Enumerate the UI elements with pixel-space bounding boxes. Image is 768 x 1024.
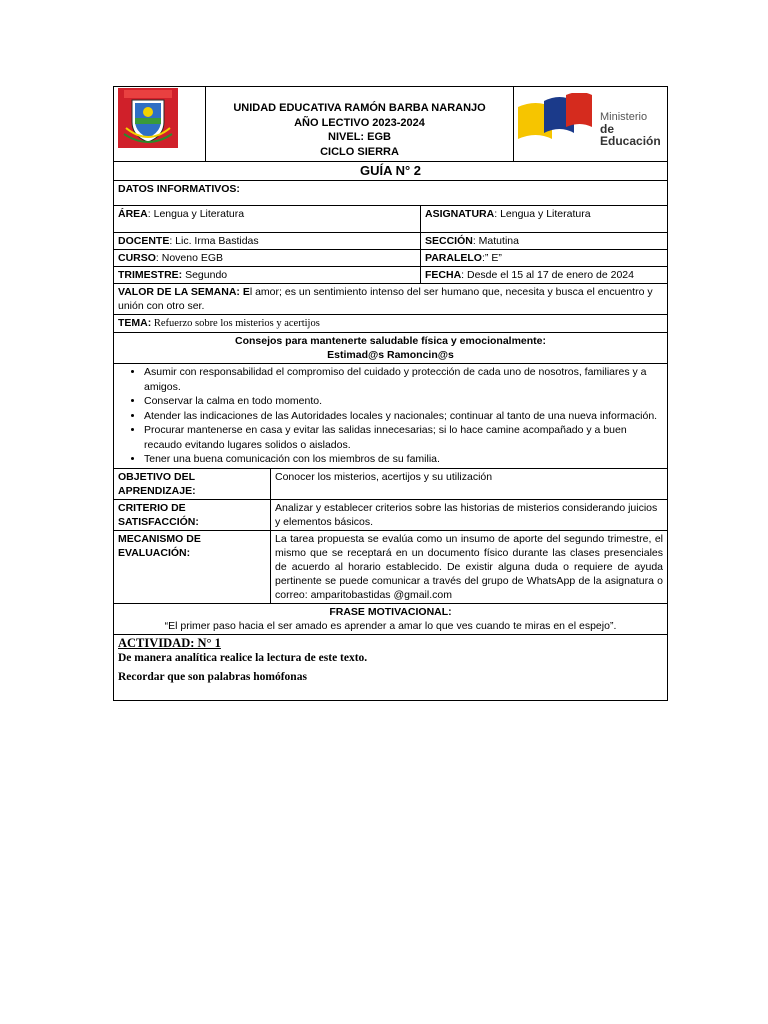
- school-cycle: CICLO SIERRA: [320, 145, 399, 158]
- advice-item: • Asumir con responsabilidad el compromiso del cuidado y protección de cada uno de nosotros, familiares y a amigos.: [144, 365, 663, 394]
- motivation-quote: “El primer paso hacia el ser amado es aprender a amar lo que ves cuando te miras en el espejo”.: [164, 619, 617, 632]
- school-year: AÑO LECTIVO 2023-2024: [294, 116, 425, 129]
- mechanism-label: MECANISMO DE EVALUACIÓN:: [114, 530, 271, 603]
- guide-title: GUÍA N° 2: [114, 162, 668, 181]
- criterion-text: Analizar y establecer criterios sobre las historias de misterios considerando juicios y elementos básicos.: [271, 499, 668, 530]
- activity-cell: [114, 634, 668, 700]
- advice-title: Consejos para mantenerte saludable física y emocionalmente:: [234, 335, 547, 347]
- guide-document: [113, 86, 667, 701]
- ministry-logo-cell: [514, 87, 668, 162]
- school-crest-icon: [118, 88, 178, 148]
- objective-text: Conocer los misterios, acertijos y su utilización: [271, 468, 668, 499]
- advice-item: • Procurar mantenerse en casa y evitar las salidas innecesarias; si lo hace camine acompañado y a buen recaudo evitando lugares solidos o aislados.: [144, 423, 663, 452]
- ministry-line2: de Educación: [600, 122, 661, 148]
- area-cell: ÁREA: Lengua y Literatura: [114, 206, 421, 233]
- activity-line1: De manera analítica realice la lectura de este texto.: [118, 651, 368, 664]
- school-header-cell: [206, 87, 514, 162]
- school-crest-cell: [114, 87, 206, 162]
- motivation-cell: [114, 603, 668, 634]
- subject-cell: ASIGNATURA: Lengua y Literatura: [421, 206, 668, 233]
- criterion-label: CRITERIO DE SATISFACCIÓN:: [114, 499, 271, 530]
- course-cell: CURSO: Noveno EGB: [114, 250, 421, 267]
- motivation-title: FRASE MOTIVACIONAL:: [329, 605, 452, 618]
- activity-line2: Recordar que son palabras homófonas: [118, 670, 307, 683]
- advice-item: • Conservar la calma en todo momento.: [144, 394, 663, 409]
- ministry-line1: Ministerio: [600, 111, 648, 123]
- guide-table: [113, 86, 668, 701]
- ministry-logo: [518, 91, 664, 151]
- advice-header: [114, 333, 668, 364]
- advice-list: [118, 365, 663, 467]
- objective-label: OBJETIVO DEL APRENDIZAJE:: [114, 468, 271, 499]
- term-cell: TRIMESTRE: Segundo: [114, 267, 421, 284]
- school-level: NIVEL: EGB: [328, 131, 391, 143]
- advice-item: • Atender las indicaciones de las Autoridades locales y nacionales; continuar al tanto de una nueva información.: [144, 409, 663, 424]
- info-section-title: DATOS INFORMATIVOS:: [114, 181, 668, 206]
- ministry-flag-icon: [518, 93, 598, 143]
- advice-item: • Tener una buena comunicación con los miembros de su familia.: [144, 452, 663, 467]
- teacher-cell: DOCENTE: Lic. Irma Bastidas: [114, 233, 421, 250]
- activity-title: ACTIVIDAD: N° 1: [118, 635, 221, 650]
- mechanism-text: La tarea propuesta se evalúa como un insumo de aporte del segundo trimestre, el mismo que se receptará en un documento físico durante las clases presenciales de acuerdo al horario establecido. De existir alguna duda o requiere de ayuda pertinente se puede comunicar a través del grupo de WhatsApp de la asignatura o correo: amparitobastidas @gmail.com: [271, 530, 668, 603]
- advice-list-cell: [114, 364, 668, 469]
- school-name: UNIDAD EDUCATIVA RAMÓN BARBA NARANJO: [233, 102, 486, 114]
- topic: TEMA: Refuerzo sobre los misterios y acertijos: [114, 315, 668, 333]
- date-cell: FECHA: Desde el 15 al 17 de enero de 2024: [421, 267, 668, 284]
- section-cell: SECCIÓN: Matutina: [421, 233, 668, 250]
- parallel-cell: PARALELO:” E”: [421, 250, 668, 267]
- value-of-week: VALOR DE LA SEMANA: El amor; es un sentimiento intenso del ser humano que, necesita y busca el encuentro y unión con otro ser.: [114, 284, 668, 315]
- advice-greeting: Estimad@s Ramoncin@s: [327, 349, 454, 361]
